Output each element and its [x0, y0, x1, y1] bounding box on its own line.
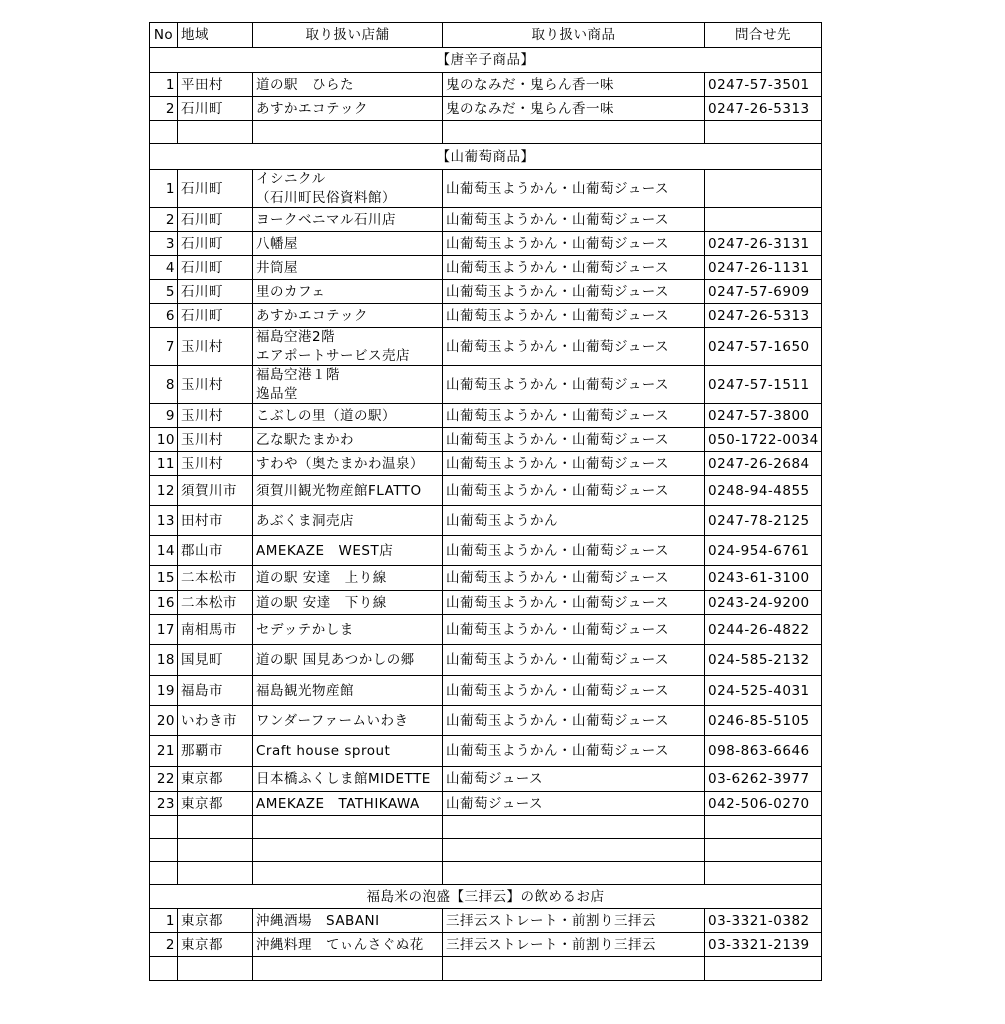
row-area: 石川町 [177, 170, 252, 207]
row-product: 山葡萄玉ようかん・山葡萄ジュース [442, 706, 704, 735]
row-contact: 0247-26-3131 [704, 232, 822, 255]
section-heading-row [149, 47, 822, 72]
row-store-line1: イシニクル [256, 170, 326, 187]
row-contact: 0244-26-4822 [704, 615, 822, 644]
row-store-line2: 逸品堂 [256, 385, 298, 402]
row-number: 19 [149, 676, 177, 705]
table-row [149, 96, 822, 120]
row-store: 福島観光物産館 [252, 676, 442, 705]
row-area: 東京都 [177, 767, 252, 791]
row-product: 山葡萄玉ようかん・山葡萄ジュース [442, 208, 704, 231]
row-contact: 0247-26-2684 [704, 452, 822, 475]
row-number: 13 [149, 506, 177, 535]
row-product: 山葡萄玉ようかん・山葡萄ジュース [442, 428, 704, 451]
row-contact [704, 208, 822, 231]
row-contact: 0247-57-1511 [704, 366, 822, 403]
row-area: 郡山市 [177, 536, 252, 565]
table-row [149, 207, 822, 231]
row-product: 山葡萄玉ようかん・山葡萄ジュース [442, 736, 704, 766]
row-store: Craft house sprout [252, 736, 442, 766]
row-contact: 03-3321-2139 [704, 933, 822, 956]
row-product: 鬼のなみだ・鬼らん香一味 [442, 73, 704, 96]
table-row [149, 505, 822, 535]
table-row [149, 535, 822, 565]
row-area: 石川町 [177, 232, 252, 255]
row-store: ワンダーファームいわき [252, 706, 442, 735]
row-store: AMEKAZE WEST店 [252, 536, 442, 565]
table-row [149, 614, 822, 644]
row-number: 18 [149, 645, 177, 675]
empty-row [149, 956, 822, 981]
row-area: 石川町 [177, 256, 252, 279]
row-contact: 0243-61-3100 [704, 566, 822, 590]
row-contact: 0247-78-2125 [704, 506, 822, 535]
row-product: 山葡萄玉ようかん・山葡萄ジュース [442, 304, 704, 327]
row-contact: 024-585-2132 [704, 645, 822, 675]
row-number: 2 [149, 933, 177, 956]
row-contact: 0247-26-5313 [704, 304, 822, 327]
table-row [149, 365, 822, 403]
row-product: 山葡萄ジュース [442, 792, 704, 815]
table-row [149, 932, 822, 956]
row-contact: 0247-26-5313 [704, 97, 822, 120]
row-number: 7 [149, 328, 177, 365]
row-store: あすかエコテック [252, 97, 442, 120]
row-number: 2 [149, 97, 177, 120]
row-number: 1 [149, 73, 177, 96]
row-store [252, 366, 442, 403]
row-area: 田村市 [177, 506, 252, 535]
row-contact: 050-1722-0034 [704, 428, 822, 451]
section-title-yamabudou: 【山葡萄商品】 [149, 144, 822, 169]
table-row [149, 908, 822, 932]
table-row [149, 255, 822, 279]
row-store: 日本橋ふくしま館MIDETTE [252, 767, 442, 791]
row-area: 石川町 [177, 280, 252, 303]
row-contact: 0243-24-9200 [704, 591, 822, 614]
row-number: 9 [149, 404, 177, 427]
row-number: 11 [149, 452, 177, 475]
row-area: 石川町 [177, 97, 252, 120]
table-row [149, 231, 822, 255]
row-number: 2 [149, 208, 177, 231]
row-contact: 024-525-4031 [704, 676, 822, 705]
row-number: 8 [149, 366, 177, 403]
row-product: 山葡萄玉ようかん・山葡萄ジュース [442, 256, 704, 279]
section-heading-row [149, 143, 822, 169]
table-row [149, 644, 822, 675]
header-product: 取り扱い商品 [442, 23, 704, 47]
table-row [149, 169, 822, 207]
row-store: こぶしの里（道の駅） [252, 404, 442, 427]
row-store [252, 328, 442, 365]
row-product: 山葡萄玉ようかん・山葡萄ジュース [442, 452, 704, 475]
row-area: 東京都 [177, 792, 252, 815]
row-area: 石川町 [177, 304, 252, 327]
table-row [149, 791, 822, 815]
row-contact: 098-863-6646 [704, 736, 822, 766]
header-no: No [149, 23, 177, 47]
row-product: 山葡萄玉ようかん・山葡萄ジュース [442, 615, 704, 644]
table-row [149, 705, 822, 735]
row-store [252, 170, 442, 207]
empty-row [149, 120, 822, 143]
row-product: 鬼のなみだ・鬼らん香一味 [442, 97, 704, 120]
row-store: すわや（奥たまかわ温泉） [252, 452, 442, 475]
empty-row [149, 861, 822, 884]
row-number: 1 [149, 170, 177, 207]
table-row [149, 403, 822, 427]
row-area: 福島市 [177, 676, 252, 705]
row-store: セデッテかしま [252, 615, 442, 644]
table-row [149, 475, 822, 505]
header-area: 地域 [177, 23, 252, 47]
table-row [149, 279, 822, 303]
row-product: 山葡萄玉ようかん・山葡萄ジュース [442, 536, 704, 565]
row-product: 山葡萄玉ようかん・山葡萄ジュース [442, 476, 704, 505]
header-contact: 問合せ先 [704, 23, 822, 47]
row-area: 石川町 [177, 208, 252, 231]
row-number: 14 [149, 536, 177, 565]
row-store: 乙な駅たまかわ [252, 428, 442, 451]
row-store: 沖縄酒場 SABANI [252, 909, 442, 932]
row-product: 山葡萄玉ようかん・山葡萄ジュース [442, 280, 704, 303]
row-product: 三拝云ストレート・前割り三拝云 [442, 909, 704, 932]
row-product: 山葡萄玉ようかん・山葡萄ジュース [442, 404, 704, 427]
row-store-line1: 福島空港１階 [256, 366, 340, 383]
row-store: 沖縄料理 てぃんさぐぬ花 [252, 933, 442, 956]
row-number: 6 [149, 304, 177, 327]
row-store: 道の駅 ひらた [252, 73, 442, 96]
row-area: 東京都 [177, 909, 252, 932]
row-area: 玉川村 [177, 452, 252, 475]
row-product: 山葡萄ジュース [442, 767, 704, 791]
table-row [149, 427, 822, 451]
table-row [149, 735, 822, 766]
row-product: 山葡萄玉ようかん [442, 506, 704, 535]
row-number: 22 [149, 767, 177, 791]
table-row [149, 675, 822, 705]
row-product: 山葡萄玉ようかん・山葡萄ジュース [442, 232, 704, 255]
empty-row [149, 815, 822, 838]
row-product: 三拝云ストレート・前割り三拝云 [442, 933, 704, 956]
row-contact: 0247-26-1131 [704, 256, 822, 279]
row-product: 山葡萄玉ようかん・山葡萄ジュース [442, 566, 704, 590]
row-contact: 0247-57-3501 [704, 73, 822, 96]
row-contact: 0248-94-4855 [704, 476, 822, 505]
row-store: 須賀川観光物産館FLATTO [252, 476, 442, 505]
table-row [149, 72, 822, 96]
row-store: 道の駅 国見あつかしの郷 [252, 645, 442, 675]
row-area: 二本松市 [177, 566, 252, 590]
row-number: 16 [149, 591, 177, 614]
row-number: 10 [149, 428, 177, 451]
row-area: 国見町 [177, 645, 252, 675]
row-contact: 0247-57-6909 [704, 280, 822, 303]
row-number: 15 [149, 566, 177, 590]
row-product: 山葡萄玉ようかん・山葡萄ジュース [442, 676, 704, 705]
row-number: 23 [149, 792, 177, 815]
row-contact: 03-3321-0382 [704, 909, 822, 932]
row-product: 山葡萄玉ようかん・山葡萄ジュース [442, 645, 704, 675]
row-number: 5 [149, 280, 177, 303]
table-row [149, 327, 822, 365]
row-number: 1 [149, 909, 177, 932]
table-row [149, 565, 822, 590]
row-contact: 042-506-0270 [704, 792, 822, 815]
row-store: あすかエコテック [252, 304, 442, 327]
row-area: 須賀川市 [177, 476, 252, 505]
row-store: AMEKAZE TATHIKAWA [252, 792, 442, 815]
row-number: 4 [149, 256, 177, 279]
table-row [149, 303, 822, 327]
row-store: ヨークベニマル石川店 [252, 208, 442, 231]
row-area: 二本松市 [177, 591, 252, 614]
row-contact: 03-6262-3977 [704, 767, 822, 791]
row-number: 17 [149, 615, 177, 644]
row-store-line2: エアポートサービス売店 [256, 347, 410, 364]
header-store: 取り扱い店舗 [252, 23, 442, 47]
table-row [149, 451, 822, 475]
table-row [149, 590, 822, 614]
row-store: 道の駅 安達 上り線 [252, 566, 442, 590]
row-store-line2: （石川町民俗資料館） [256, 189, 396, 206]
row-number: 3 [149, 232, 177, 255]
row-product: 山葡萄玉ようかん・山葡萄ジュース [442, 366, 704, 403]
row-area: 平田村 [177, 73, 252, 96]
row-store: 八幡屋 [252, 232, 442, 255]
row-store: あぶくま洞売店 [252, 506, 442, 535]
row-contact: 0246-85-5105 [704, 706, 822, 735]
row-area: 南相馬市 [177, 615, 252, 644]
row-contact [704, 170, 822, 207]
row-store: 井筒屋 [252, 256, 442, 279]
row-area: 玉川村 [177, 366, 252, 403]
table-header-row [149, 22, 822, 47]
row-contact: 0247-57-1650 [704, 328, 822, 365]
row-area: 東京都 [177, 933, 252, 956]
table-row [149, 766, 822, 791]
row-store: 里のカフェ [252, 280, 442, 303]
row-area: 玉川村 [177, 328, 252, 365]
section-title-sanpaiun: 福島米の泡盛【三拝云】の飲めるお店 [149, 885, 822, 908]
empty-row [149, 838, 822, 861]
row-product: 山葡萄玉ようかん・山葡萄ジュース [442, 170, 704, 207]
row-number: 20 [149, 706, 177, 735]
section-heading-row [149, 884, 822, 908]
row-area: 玉川村 [177, 428, 252, 451]
row-area: 玉川村 [177, 404, 252, 427]
row-store-line1: 福島空港2階 [256, 328, 336, 345]
row-store: 道の駅 安達 下り線 [252, 591, 442, 614]
row-contact: 0247-57-3800 [704, 404, 822, 427]
row-product: 山葡萄玉ようかん・山葡萄ジュース [442, 591, 704, 614]
row-number: 21 [149, 736, 177, 766]
row-number: 12 [149, 476, 177, 505]
section-title-togarashi: 【唐辛子商品】 [149, 48, 822, 72]
row-contact: 024-954-6761 [704, 536, 822, 565]
row-area: 那覇市 [177, 736, 252, 766]
row-product: 山葡萄玉ようかん・山葡萄ジュース [442, 328, 704, 365]
row-area: いわき市 [177, 706, 252, 735]
shop-list-table [149, 22, 822, 981]
